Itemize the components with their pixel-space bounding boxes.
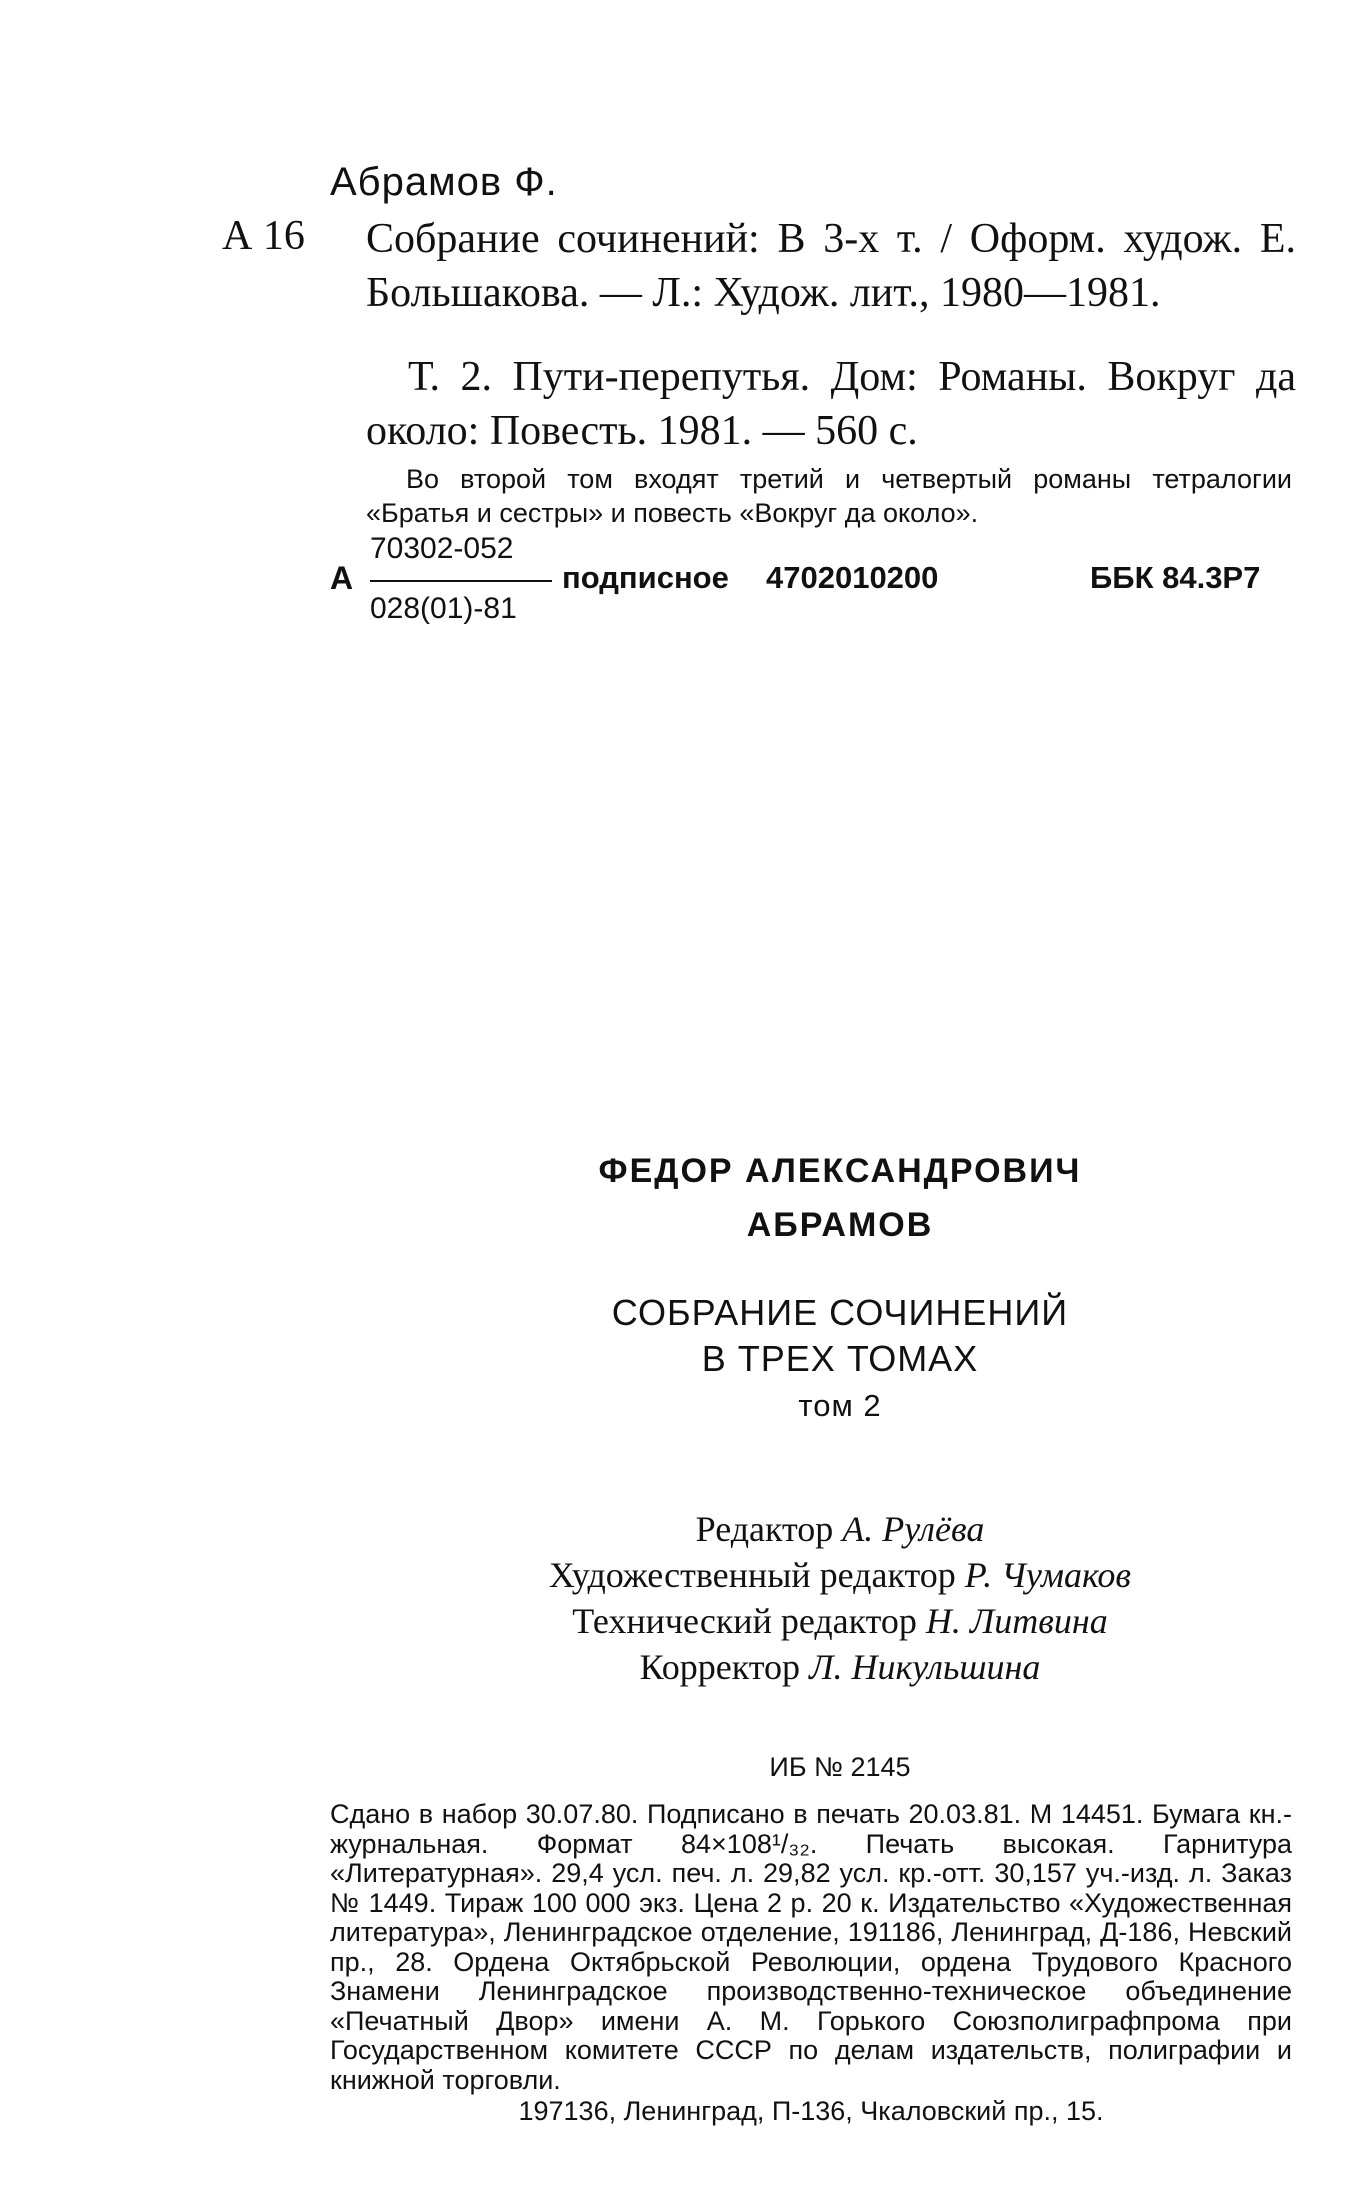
work-subtitle: В ТРЕХ ТОМАХ — [701, 1338, 979, 1379]
imprint-address: 197136, Ленинград, П-136, Чкаловский пр., 15. — [518, 2096, 1104, 2126]
ib-number: ИБ № 2145 — [769, 1752, 911, 1782]
credit-tech-editor-name: Н. Литвина — [925, 1601, 1108, 1641]
credit-tech-editor-role: Технический редактор — [572, 1601, 917, 1641]
credit-tech-editor — [340, 1600, 1340, 1642]
credit-proofreader — [340, 1646, 1340, 1688]
fraction-letter: А — [330, 560, 354, 596]
credit-editor-name: А. Рулёва — [842, 1509, 985, 1549]
fraction-denominator: 028(01)-81 — [370, 592, 517, 625]
catalog-description: Собрание сочинений: В 3-х т. / Оформ. худож. Е. Большакова. — Л.: Худож. лит., 1980—1981. — [366, 216, 1296, 316]
catalog-volume-description: Т. 2. Пути-перепутья. Дом: Романы. Вокруг да около: Повесть. 1981. — 560 с. — [366, 354, 1296, 454]
catalog-author: Абрамов Ф. — [330, 160, 558, 204]
author-surname: АБРАМОВ — [746, 1206, 934, 1244]
volume-number: том 2 — [798, 1388, 882, 1423]
credit-art-editor-role: Художественный редактор — [548, 1555, 956, 1595]
credit-proofreader-name: Л. Никульшина — [809, 1647, 1041, 1687]
fraction-numerator: 70302-052 — [370, 532, 514, 565]
credit-editor — [340, 1508, 1340, 1550]
catalog-abstract: Во второй том входят третий и четвертый романы тетралогии «Братья и сестры» и повесть «Вокруг да около». — [366, 464, 1292, 528]
fraction-line — [370, 580, 552, 582]
credit-editor-role: Редактор — [695, 1509, 834, 1549]
credit-art-editor-name: Р. Чумаков — [964, 1555, 1132, 1595]
author-full-name: ФЕДОР АЛЕКСАНДРОВИЧ — [598, 1152, 1082, 1190]
subscription-label: подписное — [562, 560, 729, 595]
imprint-text: Сдано в набор 30.07.80. Подписано в печать 20.03.81. М 14451. Бумага кн.-журнальная. Формат 84×108¹/₃₂. Печать высокая. Гарнитура «Литературная». 29,4 усл. печ. л. 29,82 усл. кр.-отт. 30,157 уч.-изд. л. Заказ № 1449. Тираж 100 000 экз. Цена 2 р. 20 к. Издательство «Художественная литература», Ленинградское отделение, 191186, Ленинград, Д-186, Невский пр., 28. Ордена Октябрьской Революции, ордена Трудового Красного Знамени Ленинградское производственно-техническое объединение «Печатный Двор» имени А. М. Горького Союзполиграфпрома при Государственном комитете СССР по делам издательств, полиграфии и книжной торговли. — [330, 1799, 1292, 2095]
bbk-code: ББК 84.3Р7 — [1090, 560, 1261, 595]
credit-proofreader-role: Корректор — [639, 1647, 801, 1687]
credit-art-editor — [340, 1554, 1340, 1596]
work-title: СОБРАНИЕ СОЧИНЕНИЙ — [611, 1292, 1069, 1333]
catalog-code: 4702010200 — [766, 560, 939, 595]
catalog-index: А 16 — [222, 213, 305, 259]
